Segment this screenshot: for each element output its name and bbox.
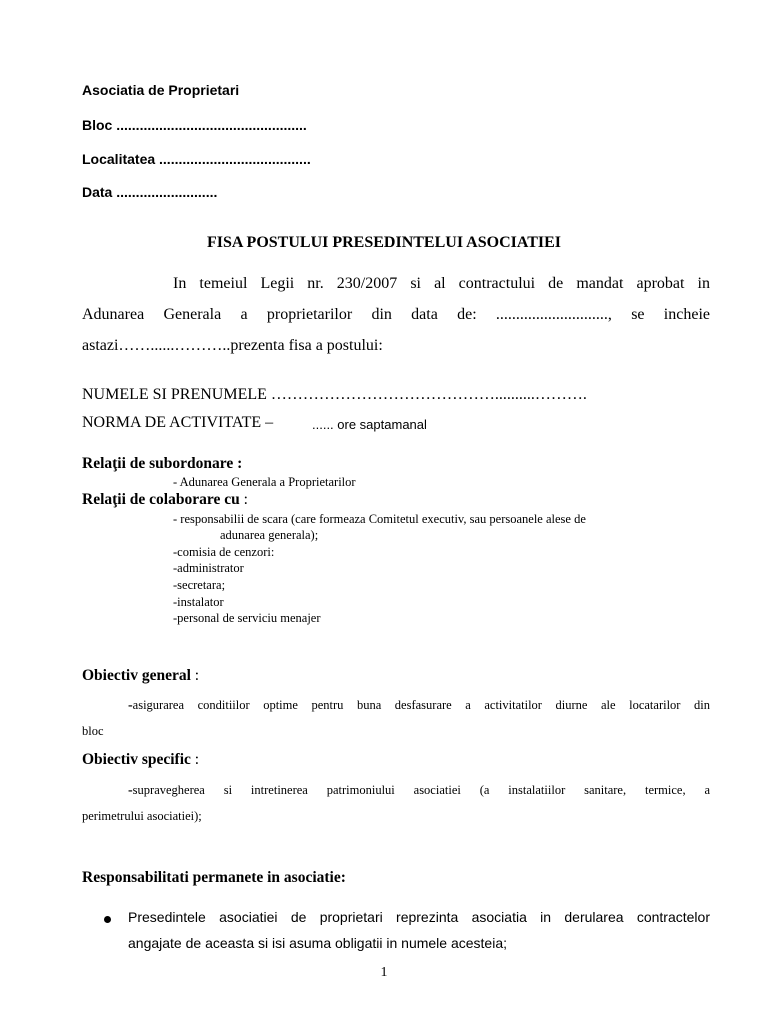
obiectiv-specific-heading (82, 751, 199, 769)
colaborare-item: -personal de serviciu menajer (173, 611, 321, 625)
obiectiv-general-heading-bold: Obiectiv general (82, 667, 191, 684)
colaborare-item: -administrator (173, 561, 244, 575)
colaborare-item: -secretara; (173, 578, 226, 592)
intro-line-3: astazi……......………..prezenta fisa a postului: (82, 337, 383, 354)
intro-line-2: Adunarea Generala a proprietarilor din data de: ............................, se incheie (82, 306, 710, 323)
subordonare-heading: Relaţii de subordonare : (82, 455, 243, 472)
localitate-field: Localitatea ....................................... (82, 151, 311, 167)
colaborare-heading (82, 491, 248, 509)
colaborare-item: adunarea generala); (220, 528, 319, 542)
responsabilitati-bullet-line-1: Presedintele asociatiei de proprietari reprezinta asociatia in derularea contractelor (128, 909, 710, 925)
nume-prenume-field: NUMELE SI PRENUMELE ……………………………………..........………. (82, 386, 587, 403)
colaborare-item: -comisia de cenzori: (173, 545, 275, 559)
obiectiv-general-text: asigurarea conditiilor optime pentru buna desfasurare a activitatilor diurne ale locatarilor din (132, 698, 710, 712)
obiectiv-specific-line-2: perimetrului asociatiei); (82, 809, 202, 823)
obiectiv-specific-heading-bold: Obiectiv specific (82, 751, 191, 768)
colaborare-heading-rest: : (239, 491, 248, 508)
obiectiv-specific-line-1: -supravegherea si intretinerea patrimoniului asociatiei (a instalatiilor sanitare, termice, a (128, 783, 710, 798)
colaborare-item: - responsabilii de scara (care formeaza Comitetul executiv, sau persoanele alese de (173, 512, 586, 526)
obiectiv-general-line-1: -asigurarea conditiilor optime pentru buna desfasurare a activitatilor diurne ale locatarilor din (128, 698, 710, 713)
norma-value: ...... ore saptamanal (312, 417, 427, 432)
obiectiv-specific-heading-rest: : (190, 751, 200, 768)
subordonare-item: - Adunarea Generala a Proprietarilor (173, 475, 356, 489)
intro-line-1: In temeiul Legii nr. 230/2007 si al contractului de mandat aprobat in (173, 275, 710, 292)
bullet-icon (104, 916, 111, 923)
obiectiv-general-line-2: bloc (82, 724, 104, 738)
obiectiv-general-heading (82, 667, 199, 685)
colaborare-item: -instalator (173, 595, 224, 609)
data-field: Data .......................... (82, 184, 218, 200)
obiectiv-specific-text: supravegherea si intretinerea patrimoniului asociatiei (a instalatiilor sanitare, termice, a (132, 783, 710, 797)
page-number: 1 (380, 965, 388, 980)
colaborare-heading-bold: Relaţii de colaborare cu (82, 491, 240, 508)
obiectiv-general-heading-rest: : (190, 667, 200, 684)
responsabilitati-heading: Responsabilitati permanete in asociatie: (82, 869, 346, 886)
page-title: FISA POSTULUI PRESEDINTELUI ASOCIATIEI (206, 234, 562, 251)
association-label: Asociatia de Proprietari (82, 82, 240, 98)
norma-label: NORMA DE ACTIVITATE – (82, 414, 274, 431)
bloc-field: Bloc ................................................. (82, 117, 307, 133)
responsabilitati-bullet-line-2: angajate de aceasta si isi asuma obligatii in numele acesteia; (128, 935, 508, 951)
